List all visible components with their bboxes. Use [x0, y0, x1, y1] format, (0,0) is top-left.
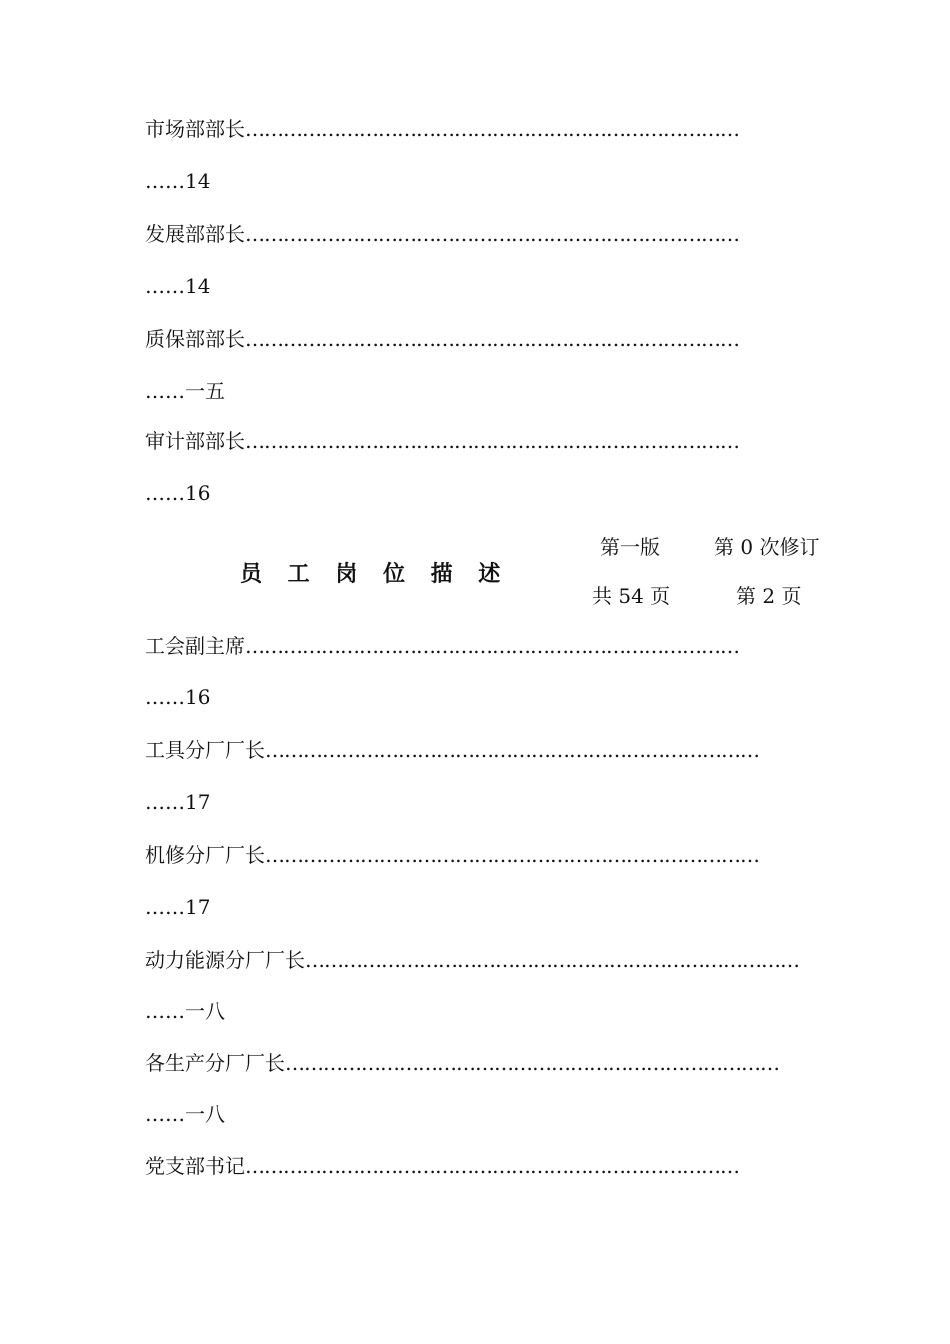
- toc-entry-title: 机修分厂厂长: [145, 843, 265, 867]
- toc-entry-page: ……17: [145, 790, 211, 814]
- toc-entry-title: 工具分厂厂长: [145, 738, 265, 762]
- toc-entry-title: 工会副主席: [145, 634, 245, 658]
- toc-leader-dots: ……………………………………………………………………: [285, 1051, 779, 1075]
- toc-entry-page: ……一八: [145, 999, 225, 1023]
- toc-entry-page: ……16: [145, 685, 211, 709]
- revision-label: 第 0 次修订: [714, 535, 820, 559]
- toc-leader-dots: ……………………………………………………………………: [245, 222, 739, 246]
- toc-entry: [145, 217, 805, 251]
- toc-entry-page: ……17: [145, 895, 211, 919]
- toc-entry-page: ……16: [145, 481, 211, 505]
- toc-leader-dots: ……………………………………………………………………: [265, 738, 759, 762]
- toc-entry-page: ……一八: [145, 1102, 225, 1126]
- toc-entry-title: 党支部书记: [145, 1154, 245, 1178]
- document-title: 员 工 岗 位 描 述: [240, 561, 510, 587]
- toc-entry: [145, 629, 805, 663]
- toc-entry: [145, 943, 805, 977]
- toc-entry-title: 发展部部长: [145, 222, 245, 246]
- toc-entry-title: 市场部部长: [145, 117, 245, 141]
- page-number-label: 第 2 页: [736, 584, 802, 608]
- toc-entry-title: 审计部部长: [145, 429, 245, 453]
- toc-entry: [145, 322, 805, 356]
- toc-leader-dots: ……………………………………………………………………: [245, 429, 739, 453]
- toc-leader-dots: ……………………………………………………………………: [265, 843, 759, 867]
- edition-label: 第一版: [600, 535, 660, 559]
- toc-leader-dots: ……………………………………………………………………: [245, 1154, 739, 1178]
- toc-entry-page: ……14: [145, 274, 211, 298]
- total-pages-label: 共 54 页: [592, 584, 671, 608]
- toc-entry: [145, 424, 805, 458]
- toc-entry-title: 质保部部长: [145, 327, 245, 351]
- toc-entry: [145, 1149, 805, 1183]
- toc-leader-dots: ……………………………………………………………………: [305, 948, 799, 972]
- toc-leader-dots: ……………………………………………………………………: [245, 327, 739, 351]
- toc-entry-page: ……14: [145, 169, 211, 193]
- toc-entry: [145, 733, 805, 767]
- toc-leader-dots: ……………………………………………………………………: [245, 634, 739, 658]
- toc-entry-title: 动力能源分厂厂长: [145, 948, 305, 972]
- toc-entry: [145, 1046, 805, 1080]
- toc-entry: [145, 838, 805, 872]
- toc-entry-page: ……一五: [145, 379, 225, 403]
- toc-leader-dots: ……………………………………………………………………: [245, 117, 739, 141]
- toc-entry: [145, 112, 805, 146]
- toc-entry-title: 各生产分厂厂长: [145, 1051, 285, 1075]
